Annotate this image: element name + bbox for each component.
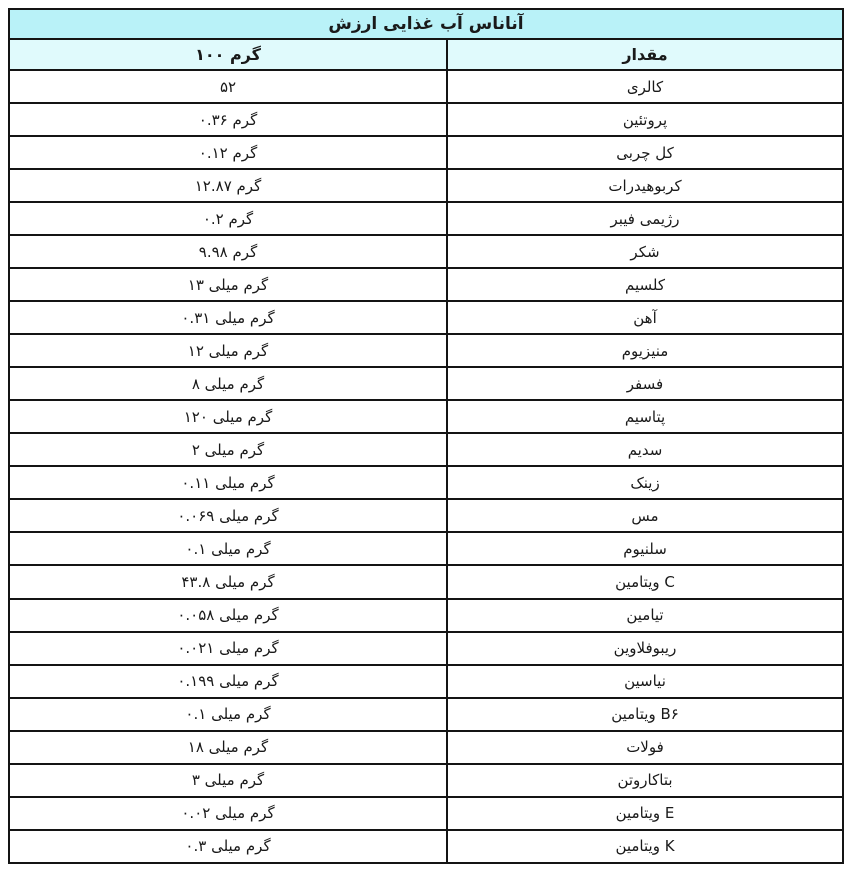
nutrient-name: ویتامین E — [447, 797, 843, 830]
nutrient-name: فیبر ‎رژیمی — [447, 202, 843, 235]
nutrient-name: پتاسیم — [447, 400, 843, 433]
nutrient-value: ۰.۰۲۱ میلی ‎گرم — [9, 632, 447, 665]
nutrient-value: ۳ میلی ‎گرم — [9, 764, 447, 797]
nutrient-value: ۹.۹۸ گرم — [9, 235, 447, 268]
nutrient-name: کالری — [447, 70, 843, 103]
nutrient-value: ۰.۱ میلی ‎گرم — [9, 698, 447, 731]
table-title-row — [9, 9, 843, 39]
column-header-measure: مقدار — [447, 39, 843, 70]
nutrient-value: ۱۲۰ میلی ‎گرم — [9, 400, 447, 433]
table-row — [9, 499, 843, 532]
nutrient-value: ۱۸ میلی ‎گرم — [9, 731, 447, 764]
nutrient-name: تیامین — [447, 599, 843, 632]
table-row — [9, 466, 843, 499]
table-row — [9, 632, 843, 665]
nutrient-value: ۲ میلی ‎گرم — [9, 433, 447, 466]
nutrient-name: مس — [447, 499, 843, 532]
table-body — [9, 70, 843, 863]
nutrient-value: ۰.۳۱ میلی ‎گرم — [9, 301, 447, 334]
nutrient-name: بتاکاروتن — [447, 764, 843, 797]
nutrient-value: ۰.۱ میلی ‎گرم — [9, 532, 447, 565]
table-row — [9, 764, 843, 797]
nutrient-value: ۱۳ میلی ‎گرم — [9, 268, 447, 301]
table-row — [9, 731, 843, 764]
nutrient-value: ۰.۳۶ گرم — [9, 103, 447, 136]
nutrient-name: ریبوفلاوین — [447, 632, 843, 665]
table-row — [9, 797, 843, 830]
nutrient-name: فسفر — [447, 367, 843, 400]
table-row — [9, 698, 843, 731]
table-row — [9, 334, 843, 367]
table-row — [9, 400, 843, 433]
nutrient-name: سلنیوم — [447, 532, 843, 565]
table-row — [9, 367, 843, 400]
nutrient-value: ۰.۱۱ میلی ‎گرم — [9, 466, 447, 499]
nutrient-value: ۰.۱۲ گرم — [9, 136, 447, 169]
table-row — [9, 202, 843, 235]
nutrient-name: آهن — [447, 301, 843, 334]
table-row — [9, 301, 843, 334]
nutrient-name: شکر — [447, 235, 843, 268]
nutrient-value: ۰.۳ میلی ‎گرم — [9, 830, 447, 863]
table-row — [9, 136, 843, 169]
nutrient-name: کلسیم — [447, 268, 843, 301]
table-row — [9, 433, 843, 466]
table-row — [9, 235, 843, 268]
table-row — [9, 532, 843, 565]
nutrient-value: ۴۳.۸ میلی ‎گرم — [9, 565, 447, 598]
table-row — [9, 103, 843, 136]
nutrient-name: منیزیوم — [447, 334, 843, 367]
nutrient-value: ۱۲.۸۷ گرم — [9, 169, 447, 202]
nutrient-name: کربوهیدرات — [447, 169, 843, 202]
table-row — [9, 830, 843, 863]
nutrient-name: ویتامین C — [447, 565, 843, 598]
table-row — [9, 169, 843, 202]
nutrient-value: ۰.۰۶۹ میلی ‎گرم — [9, 499, 447, 532]
nutrient-value: ۰.۲ گرم — [9, 202, 447, 235]
nutrient-value: ۱۲ میلی ‎گرم — [9, 334, 447, 367]
table-row — [9, 268, 843, 301]
table-title: ارزش ‎غذایی ‎آب ‎آناناس — [9, 9, 843, 39]
nutrition-table — [8, 8, 844, 864]
nutrient-value: ۵۲ — [9, 70, 447, 103]
nutrient-name: زینک — [447, 466, 843, 499]
nutrient-name: نیاسین — [447, 665, 843, 698]
column-header-per-100g: ۱۰۰ گرم — [9, 39, 447, 70]
nutrient-value: ۰.۰۲ میلی ‎گرم — [9, 797, 447, 830]
table-row — [9, 665, 843, 698]
table-row — [9, 565, 843, 598]
nutrient-name: ویتامین K — [447, 830, 843, 863]
nutrient-value: ۰.۰۵۸ میلی ‎گرم — [9, 599, 447, 632]
nutrient-name: فولات — [447, 731, 843, 764]
table-row — [9, 70, 843, 103]
nutrient-value: ۸ میلی ‎گرم — [9, 367, 447, 400]
nutrient-value: ۰.۱۹۹ میلی ‎گرم — [9, 665, 447, 698]
nutrient-name: پروتئین — [447, 103, 843, 136]
nutrient-name: چربی ‎کل — [447, 136, 843, 169]
nutrient-name: ویتامین B۶ — [447, 698, 843, 731]
table-header-row — [9, 39, 843, 70]
table-row — [9, 599, 843, 632]
nutrient-name: سدیم — [447, 433, 843, 466]
